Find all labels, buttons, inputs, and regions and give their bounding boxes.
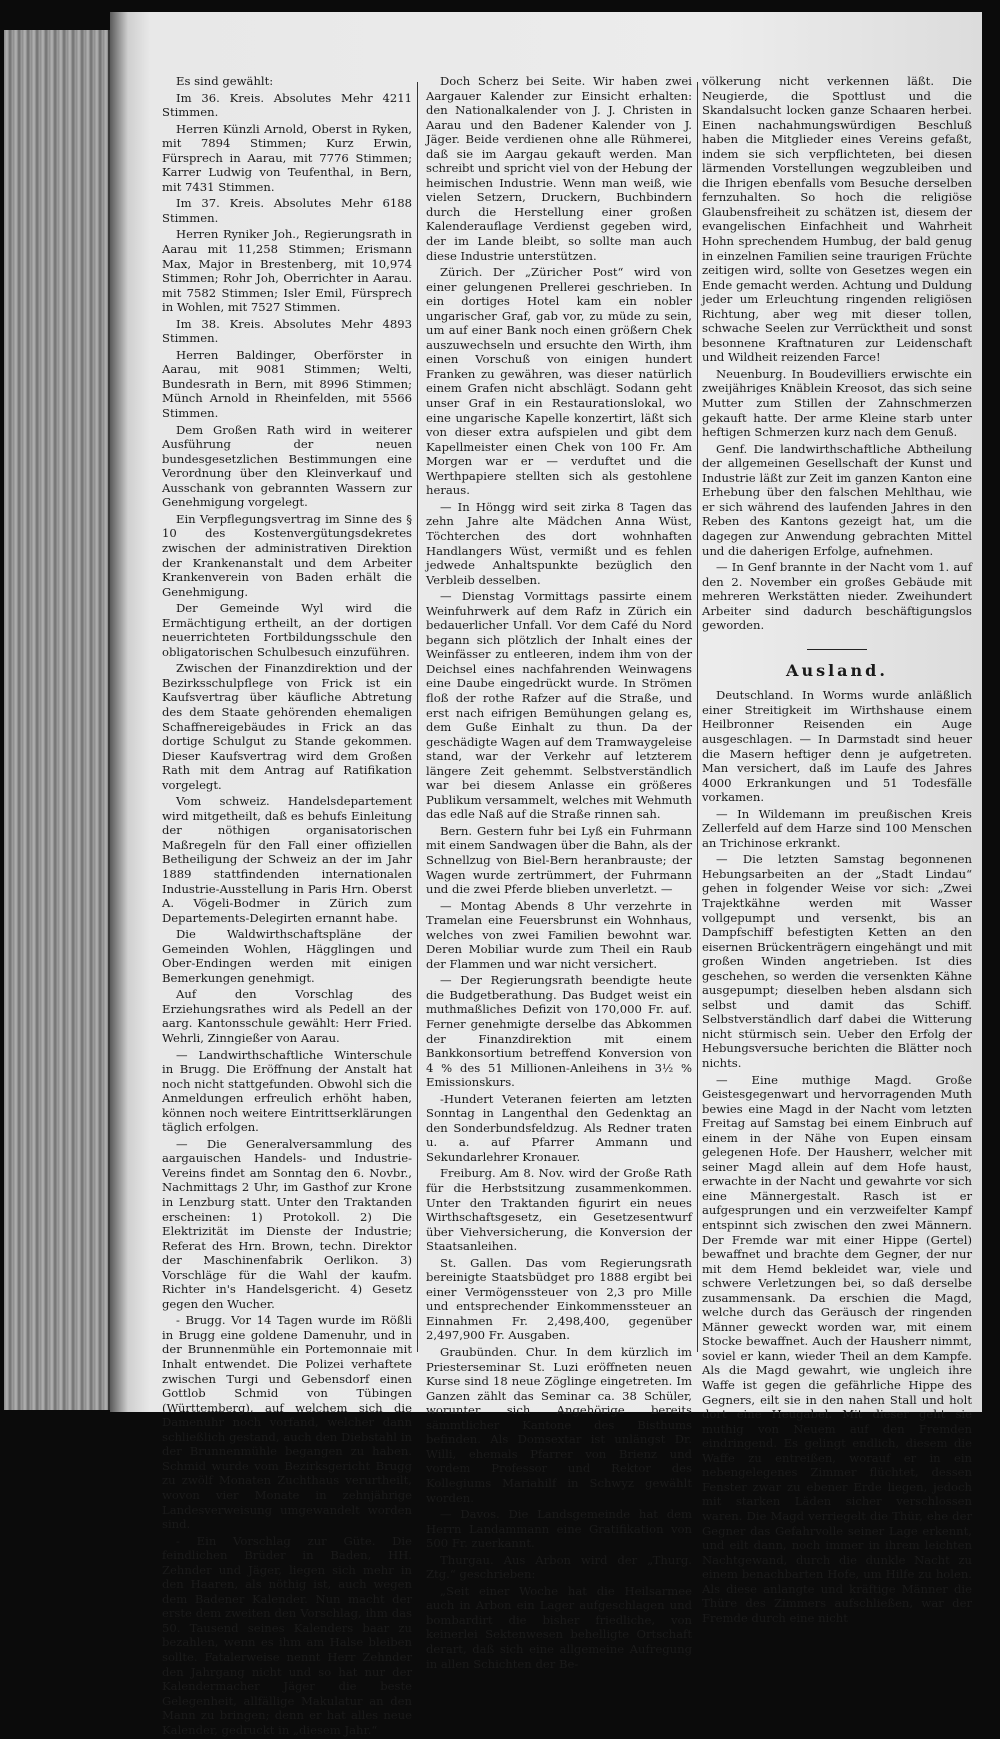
article-paragraph: Herren Baldinger, Oberförster in Aarau, mit 9081 Stimmen; Welti, Bundesrath in Bern, mit 8996 Stimmen; Münch Arnold in Rheinfelden, mit 5566 Stimmen.	[162, 347, 412, 421]
article-paragraph: Bern. Gestern fuhr bei Lyß ein Fuhrmann mit einem Sandwagen über die Bahn, als der Schnellzug von Biel-Bern heranbrauste; der Wagen wurde zertrümmert, der Fuhrmann und die zwei Pferde blieben unverletzt. —	[426, 823, 692, 897]
article-paragraph: — Montag Abends 8 Uhr verzehrte in Tramelan eine Feuersbrunst ein Wohnhaus, welches von zwei Familien bewohnt war. Deren Mobiliar wurde zum Theil ein Raub der Flammen und war nicht versichert.	[426, 898, 692, 971]
article-paragraph: - Brugg. Vor 14 Tagen wurde im Rößli in Brugg eine goldene Damenuhr, und in der Brunnenmühle ein Portemonnaie mit Inhalt entwendet. Die Polizei verhaftete zwischen Turgi und Gebensdorf einen Gottlob Schmid von Tübingen (Württemberg), auf welchem sich die Damenuhr noch vorfand, welcher dann schließlich gestand, auch den Diebstahl in der Brunnenmühle begangen zu haben. Schmid wurde vom Bezirksgericht Brugg zu zwölf Monaten Zuchthaus verurtheilt, wovon vier Monate in zehnjährige Landesverweisung umgewandelt worden sind.	[162, 1313, 412, 1532]
article-paragraph: — In Wildemann im preußischen Kreis Zellerfeld auf dem Harze sind 100 Menschen an Trichinose erkrankt.	[702, 806, 972, 850]
ausland-heading: Ausland.	[786, 660, 888, 680]
column-divider	[417, 82, 418, 1352]
article-paragraph: Im 36. Kreis. Absolutes Mehr 4211 Stimmen.	[162, 90, 412, 120]
book-edge	[4, 30, 111, 1410]
article-paragraph: völkerung nicht verkennen läßt. Die Neugierde, die Spottlust und die Skandalsucht locken ganze Schaaren herbei. Einen nachahmungswürdigen Beschluß haben die Mitglieder eines Vereins gefaßt, indem sie sich verpflichteten, bei diesen lärmenden Vorstellungen wegzubleiben und die Ihrigen ebenfalls vom Besuche derselben fernzuhalten. So hoch die religiöse Glaubensfreiheit zu schätzen ist, diesem der evangelischen Einfachheit und Wahrheit Hohn sprechendem Humbug, der bald genug in einzelnen Familien seine traurigen Früchte zeitigen wird, sollte von Gesetzes wegen ein Ende gemacht werden. Achtung und Duldung jeder um Erleuchtung ringenden religiösen Richtung, aber weg mit dieser tollen, schwache Seelen zur Verrücktheit und sonst besonnene Kraftnaturen zur Leidenschaft und Wildheit reizenden Farce!	[702, 74, 972, 365]
article-paragraph: — In Genf brannte in der Nacht vom 1. auf den 2. November ein großes Gebäude mit mehreren Werkstätten nieder. Zweihundert Arbeiter sind dadurch beschäftigungslos geworden.	[702, 560, 972, 633]
article-paragraph: Genf. Die landwirthschaftliche Abtheilung der allgemeinen Gesellschaft der Kunst und Industrie läßt zur Zeit im ganzen Kanton eine Erhebung über den falschen Mehlthau, wie er sich während des laufenden Jahres in den Reben des Kantons gezeigt hat, um die dagegen zur Anwendung gebrachten Mittel und die daherigen Erfolge, aufnehmen.	[702, 441, 972, 558]
article-paragraph: Im 37. Kreis. Absolutes Mehr 6188 Stimmen.	[162, 196, 412, 225]
column-3-foreign-news	[702, 688, 972, 1625]
article-paragraph: Thurgau. Aus Arbon wird der „Thurg. Ztg.“ geschrieben:	[426, 1552, 692, 1582]
newspaper-page	[110, 12, 982, 1737]
article-paragraph: Freiburg. Am 8. Nov. wird der Große Rath für die Herbstsitzung zusammenkommen. Unter den Traktanden figurirt ein neues Wirthschaftsgesetz, ein Gesetzesentwurf über Viehversicherung, die Konversion der Staatsanleihen.	[426, 1166, 692, 1254]
article-paragraph: — Der Regierungsrath beendigte heute die Budgetberathung. Das Budget weist ein muthmaßliches Defizit von 170,000 Fr. auf. Ferner genehmigte derselbe das Abkommen der Finanzdirektion mit einem Bankkonsortium betreffend Konversion von 4 % des 51 Millionen-Anleihens in 3½ % Emissionskurs.	[426, 973, 692, 1090]
article-paragraph: Graubünden. Chur. In dem kürzlich im Priesterseminar St. Luzi eröffneten neuen Kurse sind 18 neue Zöglinge eingetreten. Im Ganzen zählt das Seminar ca. 38 Schüler, worunter sich Angehörige bereits sämmtlicher Kantone des Bisthums befinden. Als Domsextar ist unlängst Dr. Willi, ehemals Pfarrer von Brienz und vordem Professor und Rektor des Kollegiums Mariahilf in Schwyz gewählt worden.	[426, 1345, 692, 1505]
article-paragraph: — Die Generalversammlung des aargauischen Handels- und Industrie-Vereins findet am Sonntag den 6. Novbr., Nachmittags 2 Uhr, im Gasthof zur Krone in Lenzburg statt. Unter den Traktanden erscheinen: 1) Protokoll. 2) Die Elektrizität im Dienste der Industrie; Referat des Hrn. Brown, techn. Direktor der Maschinenfabrik Oerlikon. 3) Vorschläge für die Wahl der kaufm. Richter in's Handelsgericht. 4) Gesetz gegen den Wucher.	[162, 1136, 412, 1311]
article-paragraph: Zürich. Der „Züricher Post“ wird von einer gelungenen Prellerei geschrieben. In ein dortiges Hotel kam ein nobler ungarischer Graf, gab vor, zu müde zu sein, um auf einer Bank noch einen größern Chek auszuwechseln und ersuchte den Wirth, ihm einen Vorschuß von einigen hundert Franken zu gewähren, was dieser natürlich einem Grafen nicht abschlägt. Sodann geht unser Graf in ein Restaurationslokal, wo eine ungarische Kapelle konzertirt, läßt sich von dieser extra aufspielen und gibt dem Kapellmeister einen Chek von 100 Fr. Am Morgen war er — verduftet und die Werthpapiere stellten sich als gestohlene heraus.	[426, 265, 692, 498]
column-divider	[697, 82, 698, 1352]
article-paragraph: Dem Großen Rath wird in weiterer Ausführung der neuen bundesgesetzlichen Bestimmungen eine Verordnung über den Kleinverkauf und Ausschank von gebrannten Wassern zur Genehmigung vorgelegt.	[162, 422, 412, 510]
column-3-swiss-news	[702, 74, 972, 633]
article-paragraph: — Davos. Die Landsgemeinde hat dem Herrn Landammann eine Gratifikation von 500 Fr. zuerkannt.	[426, 1507, 692, 1551]
article-paragraph: St. Gallen. Das vom Regierungsrath bereinigte Staatsbüdget pro 1888 ergibt bei einer Vermögenssteuer von 2,3 pro Mille und entsprechender Einkommenssteuer an Einnahmen Fr. 2,498,400, gegenüber 2,497,900 Fr. Ausgaben.	[426, 1255, 692, 1343]
article-paragraph: Deutschland. In Worms wurde anläßlich einer Streitigkeit im Wirthshause einem Heilbronner Reisenden ein Auge ausgeschlagen. — In Darmstadt sind heuer die Masern heftiger denn je aufgetreten. Man versichert, daß im Laufe des Jahres 4000 Erkrankungen und 51 Todesfälle vorkamen.	[702, 688, 972, 805]
article-paragraph: -Hundert Veteranen feierten am letzten Sonntag in Langenthal den Gedenktag an den Sonderbundsfeldzug. Als Redner traten u. a. auf Pfarrer Ammann und Sekundarlehrer Kronauer.	[426, 1091, 692, 1164]
article-paragraph: Auf den Vorschlag des Erziehungsrathes wird als Pedell an der aarg. Kantonsschule gewählt: Herr Fried. Wehrli, Zinngießer von Aarau.	[162, 987, 412, 1045]
article-paragraph: — In Höngg wird seit zirka 8 Tagen das zehn Jahre alte Mädchen Anna Wüst, Töchterchen des dort wohnhaften Handlangers Wüst, vermißt und es fehlen jedwede Anhaltspunkte bezüglich den Verbleib desselben.	[426, 499, 692, 587]
article-paragraph: — Landwirthschaftliche Winterschule in Brugg. Die Eröffnung der Anstalt hat noch nicht stattgefunden. Obwohl sich die Anmeldungen erfreulich erhöht haben, können noch weitere Eintrittserklärungen täglich erfolgen.	[162, 1047, 412, 1135]
article-paragraph: — Eine muthige Magd. Große Geistesgegenwart und hervorragenden Muth bewies eine Magd in der Nacht vom letzten Freitag auf Samstag bei einem Einbruch auf einem in der Nähe von Eupen einsam gelegenen Hofe. Der Hausherr, welcher mit seiner Magd allein auf dem Hofe haust, erwachte in der Nacht und gewahrte vor sich eine Männergestalt. Rasch ist er aufgesprungen und ein verzweifelter Kampf entspinnt sich zwischen den zwei Männern. Der Fremde war mit einer Hippe (Gertel) bewaffnet und brachte dem Gegner, der nur mit dem Hemd bekleidet war, viele und schwere Verletzungen bei, so daß derselbe zusammensank. Da erschien die Magd, welche durch das Geräusch der ringenden Männer geweckt worden war, mit einem Stocke bewaffnet. Auch der Hausherr nimmt, soviel er kann, wieder Theil an dem Kampfe. Als die Magd gewahrt, wie ungleich ihre Waffe ist gegen die gefährliche Hippe des Gegners, eilt sie in den nahen Stall und holt dort eine Heugabel. Mit dieser geht sie muthig von Neuem auf den Fremden eindringend. Es gelingt endlich, diesem die Waffe zu entreißen, worauf er in ein nebengelegenes Zimmer flüchtet, dessen Fenster zwar zu ebener Erde liegen, jedoch mit starken Läden sicher verschlossen waren. Die Magd verriegelt die Thür, ehe der Gegner das Gefahrvolle seiner Lage erkennt, und eilt dann, noch immer in ihrem leichten Nachtgewand, durch die dunkle Nacht zu einem benachbarten Hofe, um Hilfe zu holen. Als diese anlangte und kräftige Männer die Thüre des Zimmers aufschließen, war der Fremde durch eine nicht	[702, 1072, 972, 1625]
article-paragraph: Vom schweiz. Handelsdepartement wird mitgetheilt, daß es behufs Einleitung der nöthigen organisatorischen Maßregeln für den Fall einer offiziellen Betheiligung der Schweiz an der im Jahr 1889 stattfindenden internationalen Industrie-Ausstellung in Paris Hrn. Oberst A. Vögeli-Bodmer in Zürich zum Departements-Delegirten ernannt habe.	[162, 794, 412, 925]
article-paragraph: - Ein Vorschlag zur Güte. Die feindlichen Brüder in Baden, HH. Zehnder und Jäger, liegen sich mehr in den Haaren, als nöthig ist, auch wegen dem Badener Kalender. Nun macht der erste dem zweiten den Vorschlag, ihm das 50. Tausend seines Kalenders baar zu bezahlen, wenn es ihm am Halse bleiben sollte. Fatalerweise nennt Herr Zehnder den Jahrgang nicht und so hat nur der Kalendermacher Jäger die beste Gelegenheit, allfällige Makulatur an den Mann zu bringen; denn er hat alles neue Kalender, gedruckt in „diesem Jahr.“	[162, 1533, 412, 1737]
article-paragraph: Ein Verpflegungsvertrag im Sinne des § 10 des Kostenvergütungsdekretes zwischen der administrativen Direktion der Krankenanstalt und dem Arbeiter Krankenverein von Baden erhält die Genehmigung.	[162, 511, 412, 599]
article-paragraph: Neuenburg. In Boudevilliers erwischte ein zweijähriges Knäblein Kreosot, das sich seine Mutter zum Stillen der Zahnschmerzen gekauft hatte. Der arme Kleine starb unter heftigen Schmerzen kurz nach dem Genuß.	[702, 366, 972, 440]
article-paragraph: Die Waldwirthschaftspläne der Gemeinden Wohlen, Hägglingen und Ober-Endingen werden mit einigen Bemerkungen genehmigt.	[162, 927, 412, 985]
column-2	[426, 74, 692, 1673]
article-paragraph: Zwischen der Finanzdirektion und der Bezirksschulpflege von Frick ist ein Kaufsvertrag über käufliche Abtretung des dem Staate gehörenden ehemaligen Schaffnereigebäudes in Frick an das dortige Schulgut zu Stande gekommen. Dieser Kaufsvertrag wird dem Großen Rath mit dem Antrag auf Ratifikation vorgelegt.	[162, 661, 412, 792]
article-paragraph: — Die letzten Samstag begonnenen Hebungsarbeiten an der „Stadt Lindau“ gehen in folgender Weise vor sich: „Zwei Trajektkähne werden mit Wasser vollgepumpt und versenkt, bis an Dampfschiff befestigten Ketten an den eisernen Brückenträgern eingehängt und mit großen Winden angetrieben. Ist dies geschehen, so werden die versenkten Kähne ausgepumpt; dieselben heben alsdann sich selbst und damit das Schiff. Selbstverständlich darf dabei die Witterung nicht stürmisch sein. Ueber den Erfolg der Hebungsversuche berichten die Blätter noch nichts.	[702, 852, 972, 1070]
column-1	[162, 74, 412, 1739]
article-paragraph: — Dienstag Vormittags passirte einem Weinfuhrwerk auf dem Rafz in Zürich ein bedauerlicher Unfall. Vor dem Café du Nord begann sich plötzlich der Inhalt eines der Weinfässer zu entleeren, indem ihm von der Deichsel eines nachfahrenden Weinwagens eine Daube eingedrückt wurde. In Strömen floß der rothe Rafzer auf die Straße, und erst nach eifrigen Bemühungen gelang es, dem Guße Einhalt zu thun. Da der geschädigte Wagen auf dem Tramwaygeleise stand, war der Verkehr auf letzterem längere Zeit gehemmt. Selbstverständlich war bei diesem Anlasse ein größeres Publikum versammelt, welches mit Wehmuth das edle Naß auf die Straße rinnen sah.	[426, 589, 692, 822]
article-paragraph: Herren Künzli Arnold, Oberst in Ryken, mit 7894 Stimmen; Kurz Erwin, Fürsprech in Aarau, mit 7776 Stimmen; Karrer Ludwig von Teufenthal, in Bern, mit 7431 Stimmen.	[162, 121, 412, 194]
column-3	[702, 74, 972, 1627]
section-separator	[807, 649, 867, 650]
article-paragraph: Herren Ryniker Joh., Regierungsrath in Aarau mit 11,258 Stimmen; Erismann Max, Major in Brestenberg, mit 10,974 Stimmen; Rohr Joh, Oberrichter in Aarau. mit 7582 Stimmen; Isler Emil, Fürsprech in Wohlen, mit 7527 Stimmen.	[162, 227, 412, 315]
article-paragraph: Im 38. Kreis. Absolutes Mehr 4893 Stimmen.	[162, 316, 412, 346]
article-paragraph: Es sind gewählt:	[176, 74, 274, 88]
article-paragraph: „Seit einer Woche hat die Heilsarmee auch in Arbon ein Lager aufgeschlagen und bombardirt die bisher friedliche, von keinerlei Sektenwesen behelligte Ortschaft derart, daß sich eine allgemeine Aufregung in allen Schichten der Be-	[426, 1583, 692, 1671]
article-paragraph: Der Gemeinde Wyl wird die Ermächtigung ertheilt, an der dortigen neuerrichteten Fortbildungsschule den obligatorischen Schulbesuch einzuführen.	[162, 601, 412, 659]
article-paragraph: Doch Scherz bei Seite. Wir haben zwei Aargauer Kalender zur Einsicht erhalten: den Nationalkalender von J. J. Christen in Aarau und den Badener Kalender von J. Jäger. Beide verdienen ohne alle Rühmerei, daß sie im Aargau gekauft werden. Man schreibt und spricht viel von der Hebung der heimischen Industrie. Wenn man weiß, wie vielen Setzern, Druckern, Buchbindern durch die Herstellung einer großen Kalenderauflage Verdienst gegeben wird, der im Lande bleibt, so sollte man auch diese Industrie unterstützen.	[426, 74, 692, 263]
